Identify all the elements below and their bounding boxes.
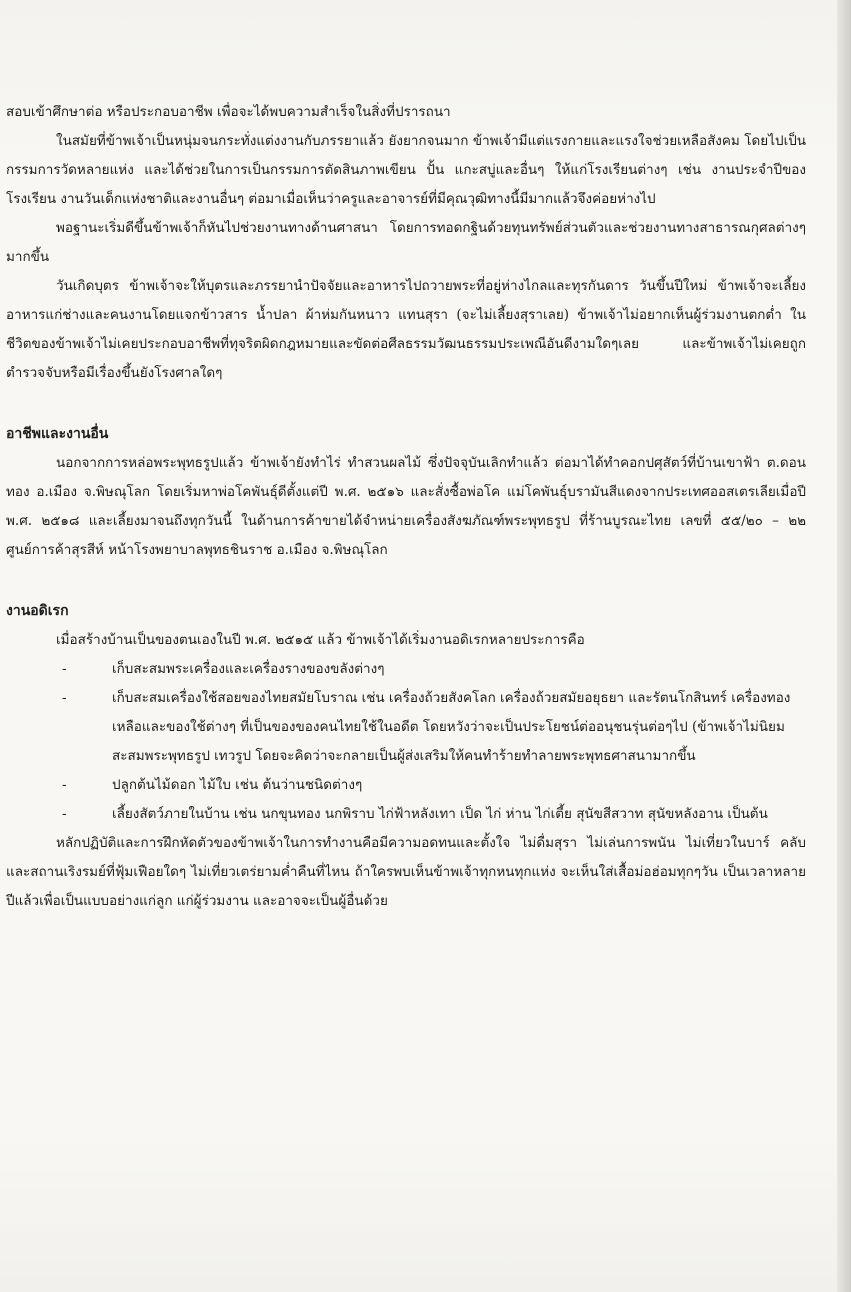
list-item	[6, 771, 806, 800]
page-edge-shadow	[837, 0, 851, 1292]
intro-paragraph-4: วันเกิดบุตร ข้าพเจ้าจะให้บุตรและภรรยานำปัจจัยและอาหารไปถวายพระที่อยู่ห่างไกลและทุรกันดาร วันขึ้นปีใหม่ ข้าพเจ้าจะเลี้ยงอาหารแก่ช่างและคนงานโดยแจกข้าวสาร น้ำปลา ผ้าห่มกันหนาว แทนสุรา (จะไม่เลี้ยงสุราเลย) ข้าพเจ้าไม่อยากเห็นผู้ร่วมงานตกต่ำ ในชีวิตของข้าพเจ้าไม่เคยประกอบอาชีพที่ทุจริตผิดกฎหมายและขัดต่อศีลธรรมวัฒนธรรมประเพณีอันดีงามใดๆเลย และข้าพเจ้าไม่เคยถูกตำรวจจับหรือมีเรื่องขึ้นยังโรงศาลใดๆ	[6, 278, 806, 381]
intro-paragraph-1: สอบเข้าศึกษาต่อ หรือประกอบอาชีพ เพื่อจะได้พบความสำเร็จในสิ่งที่ปรารถนา	[6, 104, 451, 120]
hobby-heading: งานอดิเรก	[6, 603, 69, 619]
bullet-dash: -	[62, 661, 67, 677]
list-item-text: เก็บสะสมพระเครื่องและเครื่องรางของขลังต่างๆ	[112, 661, 385, 677]
list-item	[6, 684, 806, 771]
list-item-text: ปลูกต้นไม้ดอก ไม้ใบ เช่น ต้นว่านชนิดต่างๆ	[112, 777, 363, 793]
intro-paragraph-2: ในสมัยที่ข้าพเจ้าเป็นหนุ่มจนกระทั่งแต่งงานกับภรรยาแล้ว ยังยากจนมาก ข้าพเจ้ามีแต่แรงกายและแรงใจช่วยเหลือสังคม โดยไปเป็นกรรมการวัดหลายแห่ง และได้ช่วยในการเป็นกรรมการตัดสินภาพเขียน ปั้น แกะสบู่และอื่นๆ ให้แก่โรงเรียนต่างๆ เช่น งานประจำปีของโรงเรียน งานวันเด็กแห่งชาติและงานอื่นๆ ต่อมาเมื่อเห็นว่าครูและอาจารย์ที่มีคุณวุฒิทางนี้มีมากแล้วจึงค่อยห่างไป	[6, 133, 806, 207]
list-item	[6, 655, 806, 684]
bullet-dash: -	[62, 806, 67, 822]
list-item-text: เลี้ยงสัตว์ภายในบ้าน เช่น นกขุนทอง นกพิราบ ไก่ฟ้าหลังเทา เป็ด ไก่ ห่าน ไก่เตี้ย สุนัขสีสวาท สุนัขหลังอาน เป็นต้น	[112, 806, 768, 822]
list-item-text: เก็บสะสมเครื่องใช้สอยของไทยสมัยโบราณ เช่น เครื่องถ้วยสังคโลก เครื่องถ้วยสมัยอยุธยา และรัตนโกสินทร์ เครื่องทองเหลือและของใช้ต่างๆ ที่เป็นของของคนไทยใช้ในอดีต โดยหวังว่าจะเป็นประโยชน์ต่ออนุชนรุ่นต่อๆไป (ข้าพเจ้าไม่นิยมสะสมพระพุทธรูป เทวรูป โดยจะคิดว่าจะกลายเป็นผู้ส่งเสริมให้คนทำร้ายทำลายพระพุทธศาสนามากขึ้น	[112, 690, 791, 764]
career-paragraph: นอกจากการหล่อพระพุทธรูปแล้ว ข้าพเจ้ายังทำไร่ ทำสวนผลไม้ ซึ่งปัจจุบันเลิกทำแล้ว ต่อมาได้ทำคอกปศุสัตว์ที่บ้านเขาฟ้า ต.ดอนทอง อ.เมือง จ.พิษณุโลก โดยเริ่มหาพ่อโคพันธุ์ดีตั้งแต่ปี พ.ศ. ๒๕๑๖ และสั่งซื้อพ่อโค แม่โคพันธุ์บรามันสีแดงจากประเทศออสเตรเลียเมื่อปี พ.ศ. ๒๕๑๘ และเลี้ยงมาจนถึงทุกวันนี้ ในด้านการค้าขายได้จำหน่ายเครื่องสังฆภัณฑ์พระพุทธรูป ที่ร้านบูรณะไทย เลขที่ ๕๕/๒๐ – ๒๒ ศูนย์การค้าสุรสีห์ หน้าโรงพยาบาลพุทธชินราช อ.เมือง จ.พิษณุโลก	[6, 455, 806, 558]
hobby-list	[6, 655, 806, 829]
career-heading: อาชีพและงานอื่น	[6, 426, 109, 442]
page-content	[6, 98, 806, 916]
list-item	[6, 800, 806, 829]
bullet-dash: -	[62, 777, 67, 793]
section-spacer	[6, 388, 806, 402]
intro-paragraph-3: พอฐานะเริ่มดีขึ้นข้าพเจ้าก็หันไปช่วยงานทางด้านศาสนา โดยการทอดกฐินด้วยทุนทรัพย์ส่วนตัวและช่วยงานทางสาธารณกุศลต่างๆมากขึ้น	[6, 220, 806, 265]
bullet-dash: -	[62, 690, 67, 706]
closing-paragraph: หลักปฏิบัติและการฝึกหัดตัวของข้าพเจ้าในการทำงานคือมีความอดทนและตั้งใจ ไม่ดื่มสุรา ไม่เล่นการพนัน ไม่เที่ยวในบาร์ คลับ และสถานเริงรมย์ที่ฟุ้มเฟือยใดๆ ไม่เที่ยวเตร่ยามค่ำคืนที่ไหน ถ้าใครพบเห็นข้าพเจ้าทุกหนทุกแห่ง จะเห็นใส่เสื้อม่อฮ่อมทุกๆวัน เป็นเวลาหลายปีแล้วเพื่อเป็นแบบอย่างแก่ลูก แก่ผู้ร่วมงาน และอาจจะเป็นผู้อื่นด้วย	[6, 835, 806, 909]
section-spacer	[6, 565, 806, 579]
hobby-intro: เมื่อสร้างบ้านเป็นของตนเองในปี พ.ศ. ๒๕๑๕ แล้ว ข้าพเจ้าได้เริ่มงานอดิเรกหลายประการคือ	[56, 632, 585, 648]
